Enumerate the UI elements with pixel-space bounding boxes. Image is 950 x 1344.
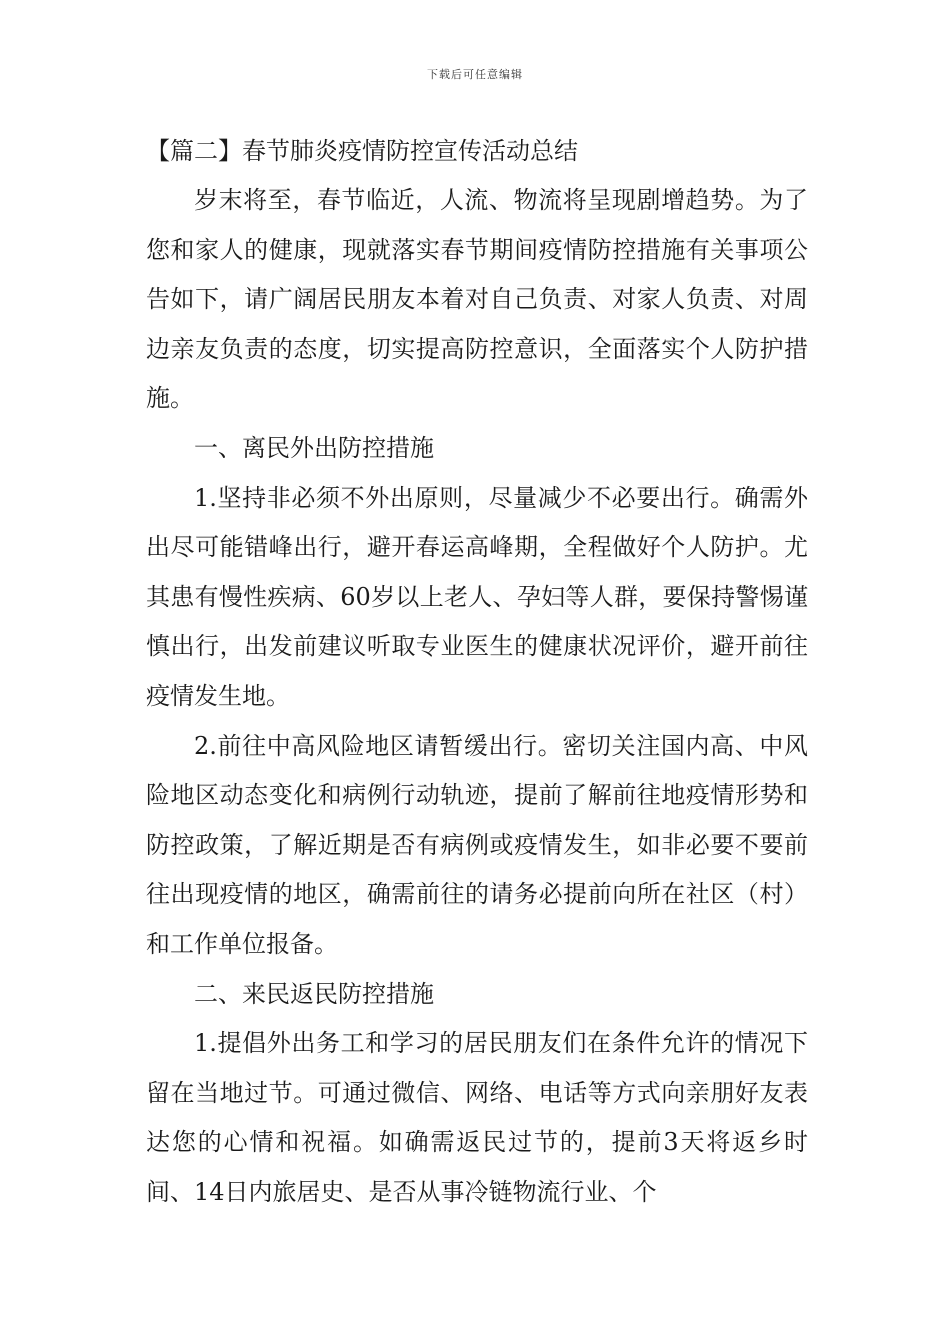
section-heading-1: 一、离民外出防控措施: [194, 433, 434, 462]
section-heading-2: 二、来民返民防控措施: [194, 979, 434, 1008]
document-title: 【篇二】春节肺炎疫情防控宣传活动总结: [146, 137, 578, 165]
document-body: [146, 126, 808, 1217]
download-note: 下载后可任意编辑: [427, 68, 523, 81]
paragraph-2-1: 1.提倡外出务工和学习的居民朋友们在条件允许的情况下留在当地过节。可通过微信、网络、电话等方式向亲朋好友表达您的心情和祝福。如确需返民过节的，提前3天将返乡时间、14日内旅居史、是否从事冷链物流行业、个: [146, 1029, 808, 1206]
paragraph-1-1: 1.坚持非必须不外出原则，尽量减少不必要出行。确需外出尽可能错峰出行，避开春运高峰期，全程做好个人防护。尤其患有慢性疾病、60岁以上老人、孕妇等人群，要保持警惕谨慎出行，出发前建议听取专业医生的健康状况评价，避开前往疫情发生地。: [146, 483, 808, 710]
paragraph-intro: 岁末将至，春节临近，人流、物流将呈现剧增趋势。为了您和家人的健康，现就落实春节期间疫情防控措施有关事项公告如下，请广阔居民朋友本着对自己负责、对家人负责、对周边亲友负责的态度，切实提高防控意识，全面落实个人防护措施。: [146, 186, 808, 413]
paragraph-1-2: 2.前往中高风险地区请暂缓出行。密切关注国内高、中风险地区动态变化和病例行动轨迹，提前了解前往地疫情形势和防控政策，了解近期是否有病例或疫情发生，如非必要不要前往出现疫情的地区，确需前往的请务必提前向所在社区（村）和工作单位报备。: [146, 731, 808, 958]
